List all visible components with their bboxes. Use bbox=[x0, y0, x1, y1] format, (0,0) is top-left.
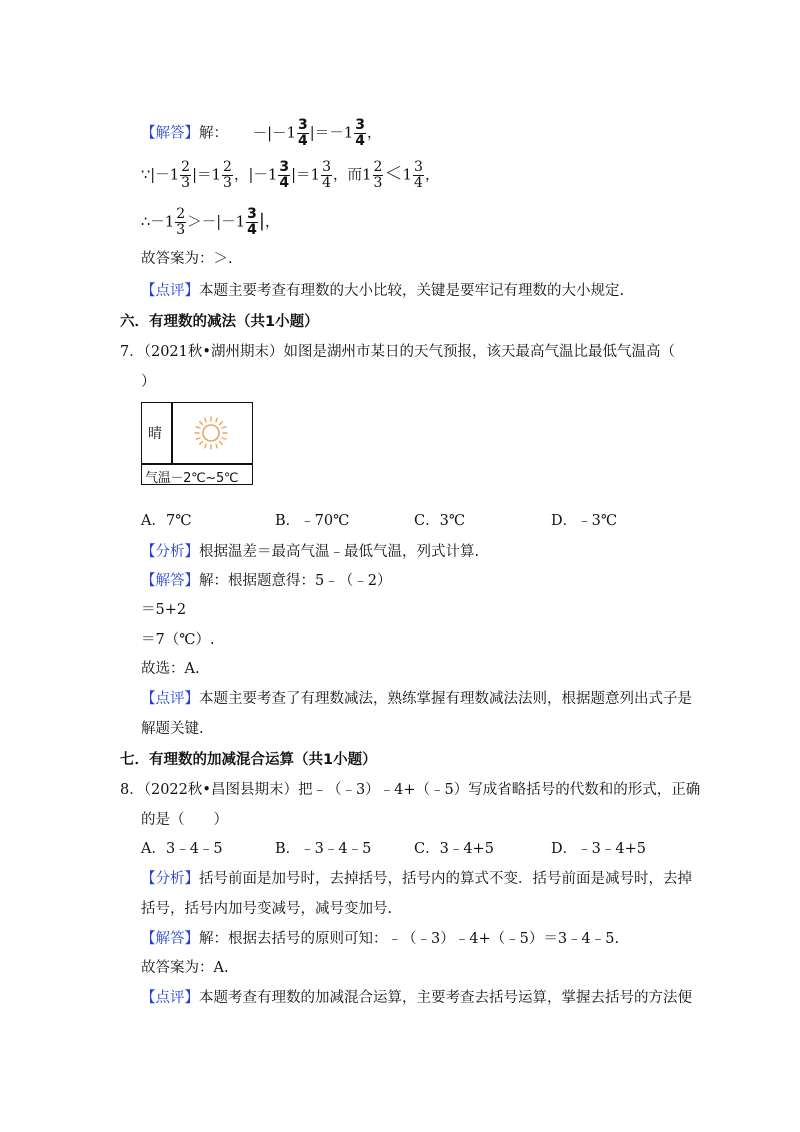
mixed-whole: 1 bbox=[267, 165, 278, 184]
weather-forecast-figure bbox=[141, 402, 253, 485]
temperature-range: 气温－2℃~5℃ bbox=[145, 471, 239, 486]
fraction bbox=[180, 160, 191, 191]
divider bbox=[171, 403, 173, 463]
greater-than: ＞ bbox=[187, 214, 202, 231]
option-text: ﹣3﹣4+5 bbox=[577, 841, 646, 857]
fraction bbox=[222, 160, 233, 191]
answer-tag: 【解答】 bbox=[141, 125, 199, 142]
option-a bbox=[141, 511, 191, 531]
option-d bbox=[551, 511, 617, 531]
section-heading: 六．有理数的减法（共1小题） bbox=[120, 314, 319, 330]
less-than: ＜ bbox=[384, 163, 403, 185]
option-letter: A． bbox=[141, 513, 166, 529]
fraction bbox=[321, 160, 332, 191]
mixed-whole: 1 bbox=[343, 123, 354, 142]
question-stem: 把﹣（﹣3）﹣4+（﹣5）写成省略括号的代数和的形式，正确 bbox=[297, 782, 701, 798]
fraction bbox=[297, 118, 309, 149]
q6-therefore-line bbox=[141, 207, 279, 238]
numerator: 2 bbox=[181, 159, 191, 175]
because-symbol: ∵ bbox=[141, 167, 151, 184]
q8-comment bbox=[141, 988, 692, 1008]
q8-stem bbox=[120, 780, 700, 800]
neg-abs-open: －|－ bbox=[252, 125, 287, 142]
option-text: ﹣70℃ bbox=[300, 513, 350, 529]
fraction bbox=[373, 160, 384, 191]
numerator: 2 bbox=[176, 206, 186, 222]
comma: ， bbox=[424, 167, 440, 184]
option-letter: C． bbox=[414, 513, 440, 529]
abs-close-equals: |＝ bbox=[291, 167, 311, 184]
numerator: 2 bbox=[223, 159, 232, 175]
denominator: 4 bbox=[414, 175, 423, 191]
answer-text: 解：根据题意得：5﹣（﹣2） bbox=[199, 573, 392, 589]
denominator: 3 bbox=[223, 175, 232, 191]
answer-tag: 【解答】 bbox=[141, 573, 199, 589]
option-letter: C． bbox=[414, 841, 440, 857]
mixed-whole: 1 bbox=[169, 165, 180, 184]
option-c bbox=[414, 839, 494, 859]
mixed-whole: 1 bbox=[402, 165, 413, 184]
q6-answer-line bbox=[141, 118, 381, 149]
q7-step: ＝5+2 bbox=[141, 602, 187, 618]
numerator: 3 bbox=[298, 117, 308, 133]
answer-tag: 【解答】 bbox=[141, 931, 199, 947]
option-letter: A． bbox=[141, 841, 166, 857]
fraction bbox=[413, 160, 424, 191]
q7-comment-cont: 解题关键. bbox=[141, 721, 204, 737]
option-letter: D． bbox=[551, 513, 578, 529]
mixed-whole: 1 bbox=[164, 212, 175, 231]
mixed-whole: 1 bbox=[211, 165, 222, 184]
fraction bbox=[354, 118, 366, 149]
option-d bbox=[551, 839, 646, 859]
abs-close: | bbox=[258, 210, 265, 232]
comma: ， bbox=[366, 125, 382, 142]
analysis-text: 括号前面是加号时，去掉括号，括号内的算式不变．括号前面是减号时，去掉 bbox=[199, 871, 692, 887]
weather-condition: 晴 bbox=[148, 426, 162, 442]
q7-answer bbox=[141, 571, 391, 591]
q7-step: ＝7（℃）. bbox=[141, 632, 215, 648]
fraction bbox=[278, 160, 290, 191]
neg-abs-open: －|－ bbox=[201, 214, 236, 231]
q7-stem bbox=[120, 342, 675, 362]
option-text: ﹣3℃ bbox=[577, 513, 618, 529]
mixed-whole: 1 bbox=[362, 165, 372, 184]
numerator: 3 bbox=[355, 117, 365, 133]
mixed-whole: 1 bbox=[235, 212, 246, 231]
question-number: 8． bbox=[120, 782, 144, 798]
analysis-text: 根据温差＝最高气温﹣最低气温，列式计算. bbox=[199, 544, 480, 560]
fraction bbox=[246, 207, 258, 238]
denominator: 4 bbox=[279, 175, 290, 191]
option-letter: B． bbox=[275, 841, 301, 857]
mixed-whole: 1 bbox=[310, 165, 321, 184]
q7-analysis bbox=[141, 542, 479, 562]
abs-close: | bbox=[309, 125, 315, 142]
therefore-symbol: ∴ bbox=[141, 214, 151, 231]
q6-comment bbox=[141, 281, 624, 301]
answer-prefix: 解： bbox=[199, 125, 228, 142]
q6-final-answer: 故答案为：＞. bbox=[141, 251, 233, 267]
neg-sign: － bbox=[150, 214, 165, 231]
numerator: 3 bbox=[247, 206, 257, 222]
denominator: 4 bbox=[247, 222, 257, 238]
option-text: 3℃ bbox=[439, 513, 466, 529]
q7-choice: 故选：A. bbox=[141, 661, 200, 677]
option-text: 7℃ bbox=[165, 513, 192, 529]
abs-open: | bbox=[150, 167, 156, 184]
option-text: ﹣3﹣4﹣5 bbox=[300, 841, 372, 857]
q6-because-line bbox=[141, 160, 439, 191]
comment-tag: 【点评】 bbox=[141, 283, 199, 299]
conjunction: ，而 bbox=[333, 167, 362, 184]
divider bbox=[142, 463, 252, 465]
option-text: 3﹣4+5 bbox=[439, 841, 494, 857]
option-a bbox=[141, 839, 223, 859]
numerator: 2 bbox=[373, 159, 383, 175]
neg-sign: － bbox=[155, 167, 170, 184]
q8-analysis bbox=[141, 869, 692, 889]
denominator: 4 bbox=[322, 175, 331, 191]
denominator: 3 bbox=[373, 175, 383, 191]
equals: ＝ bbox=[314, 125, 330, 142]
question-source: （2021秋•湖州期末） bbox=[143, 344, 284, 360]
denominator: 4 bbox=[298, 133, 308, 149]
section-heading: 七．有理数的加减混合运算（共1小题） bbox=[120, 752, 377, 768]
separator: ，|－ bbox=[233, 167, 268, 184]
denominator: 3 bbox=[181, 175, 191, 191]
q8-stem-cont: 的是（ ） bbox=[141, 812, 228, 828]
q8-final-answer: 故答案为：A. bbox=[141, 960, 229, 976]
analysis-tag: 【分析】 bbox=[141, 871, 199, 887]
comma: ， bbox=[264, 214, 280, 231]
q7-comment bbox=[141, 689, 692, 709]
option-text: 3﹣4﹣5 bbox=[165, 841, 223, 857]
abs-close-equals: |＝ bbox=[192, 167, 212, 184]
denominator: 4 bbox=[355, 133, 365, 149]
option-letter: B． bbox=[275, 513, 301, 529]
question-stem: 如图是湖州市某日的天气预报，该天最高气温比最低气温高（ bbox=[283, 344, 675, 360]
option-b bbox=[275, 511, 349, 531]
analysis-tag: 【分析】 bbox=[141, 544, 199, 560]
mixed-whole: 1 bbox=[286, 123, 297, 142]
question-number: 7． bbox=[120, 344, 144, 360]
option-c bbox=[414, 511, 465, 531]
numerator: 3 bbox=[414, 159, 423, 175]
denominator: 3 bbox=[176, 222, 186, 238]
option-b bbox=[275, 839, 371, 859]
q8-answer bbox=[141, 929, 619, 949]
neg-sign: － bbox=[329, 125, 344, 142]
option-letter: D． bbox=[551, 841, 578, 857]
sun-icon bbox=[193, 415, 229, 451]
comment-tag: 【点评】 bbox=[141, 990, 199, 1006]
q7-stem-cont: ） bbox=[141, 374, 156, 390]
comment-tag: 【点评】 bbox=[141, 691, 199, 707]
question-source: （2022秋•昌图县期末） bbox=[143, 782, 298, 798]
comment-text: 本题主要考查了有理数减法，熟练掌握有理数减法法则，根据题意列出式子是 bbox=[199, 691, 692, 707]
q8-analysis-cont: 括号，括号内加号变减号，减号变加号. bbox=[141, 901, 393, 917]
fraction bbox=[175, 207, 186, 238]
comment-text: 本题主要考查有理数的大小比较，关键是要牢记有理数的大小规定. bbox=[199, 283, 625, 299]
numerator: 3 bbox=[279, 159, 290, 175]
answer-text: 解：根据去括号的原则可知：﹣（﹣3）﹣4+（﹣5）＝3﹣4﹣5. bbox=[199, 931, 620, 947]
numerator: 3 bbox=[322, 159, 331, 175]
comment-text: 本题考查有理数的加减混合运算，主要考查去括号运算，掌握去括号的方法便 bbox=[199, 990, 692, 1006]
